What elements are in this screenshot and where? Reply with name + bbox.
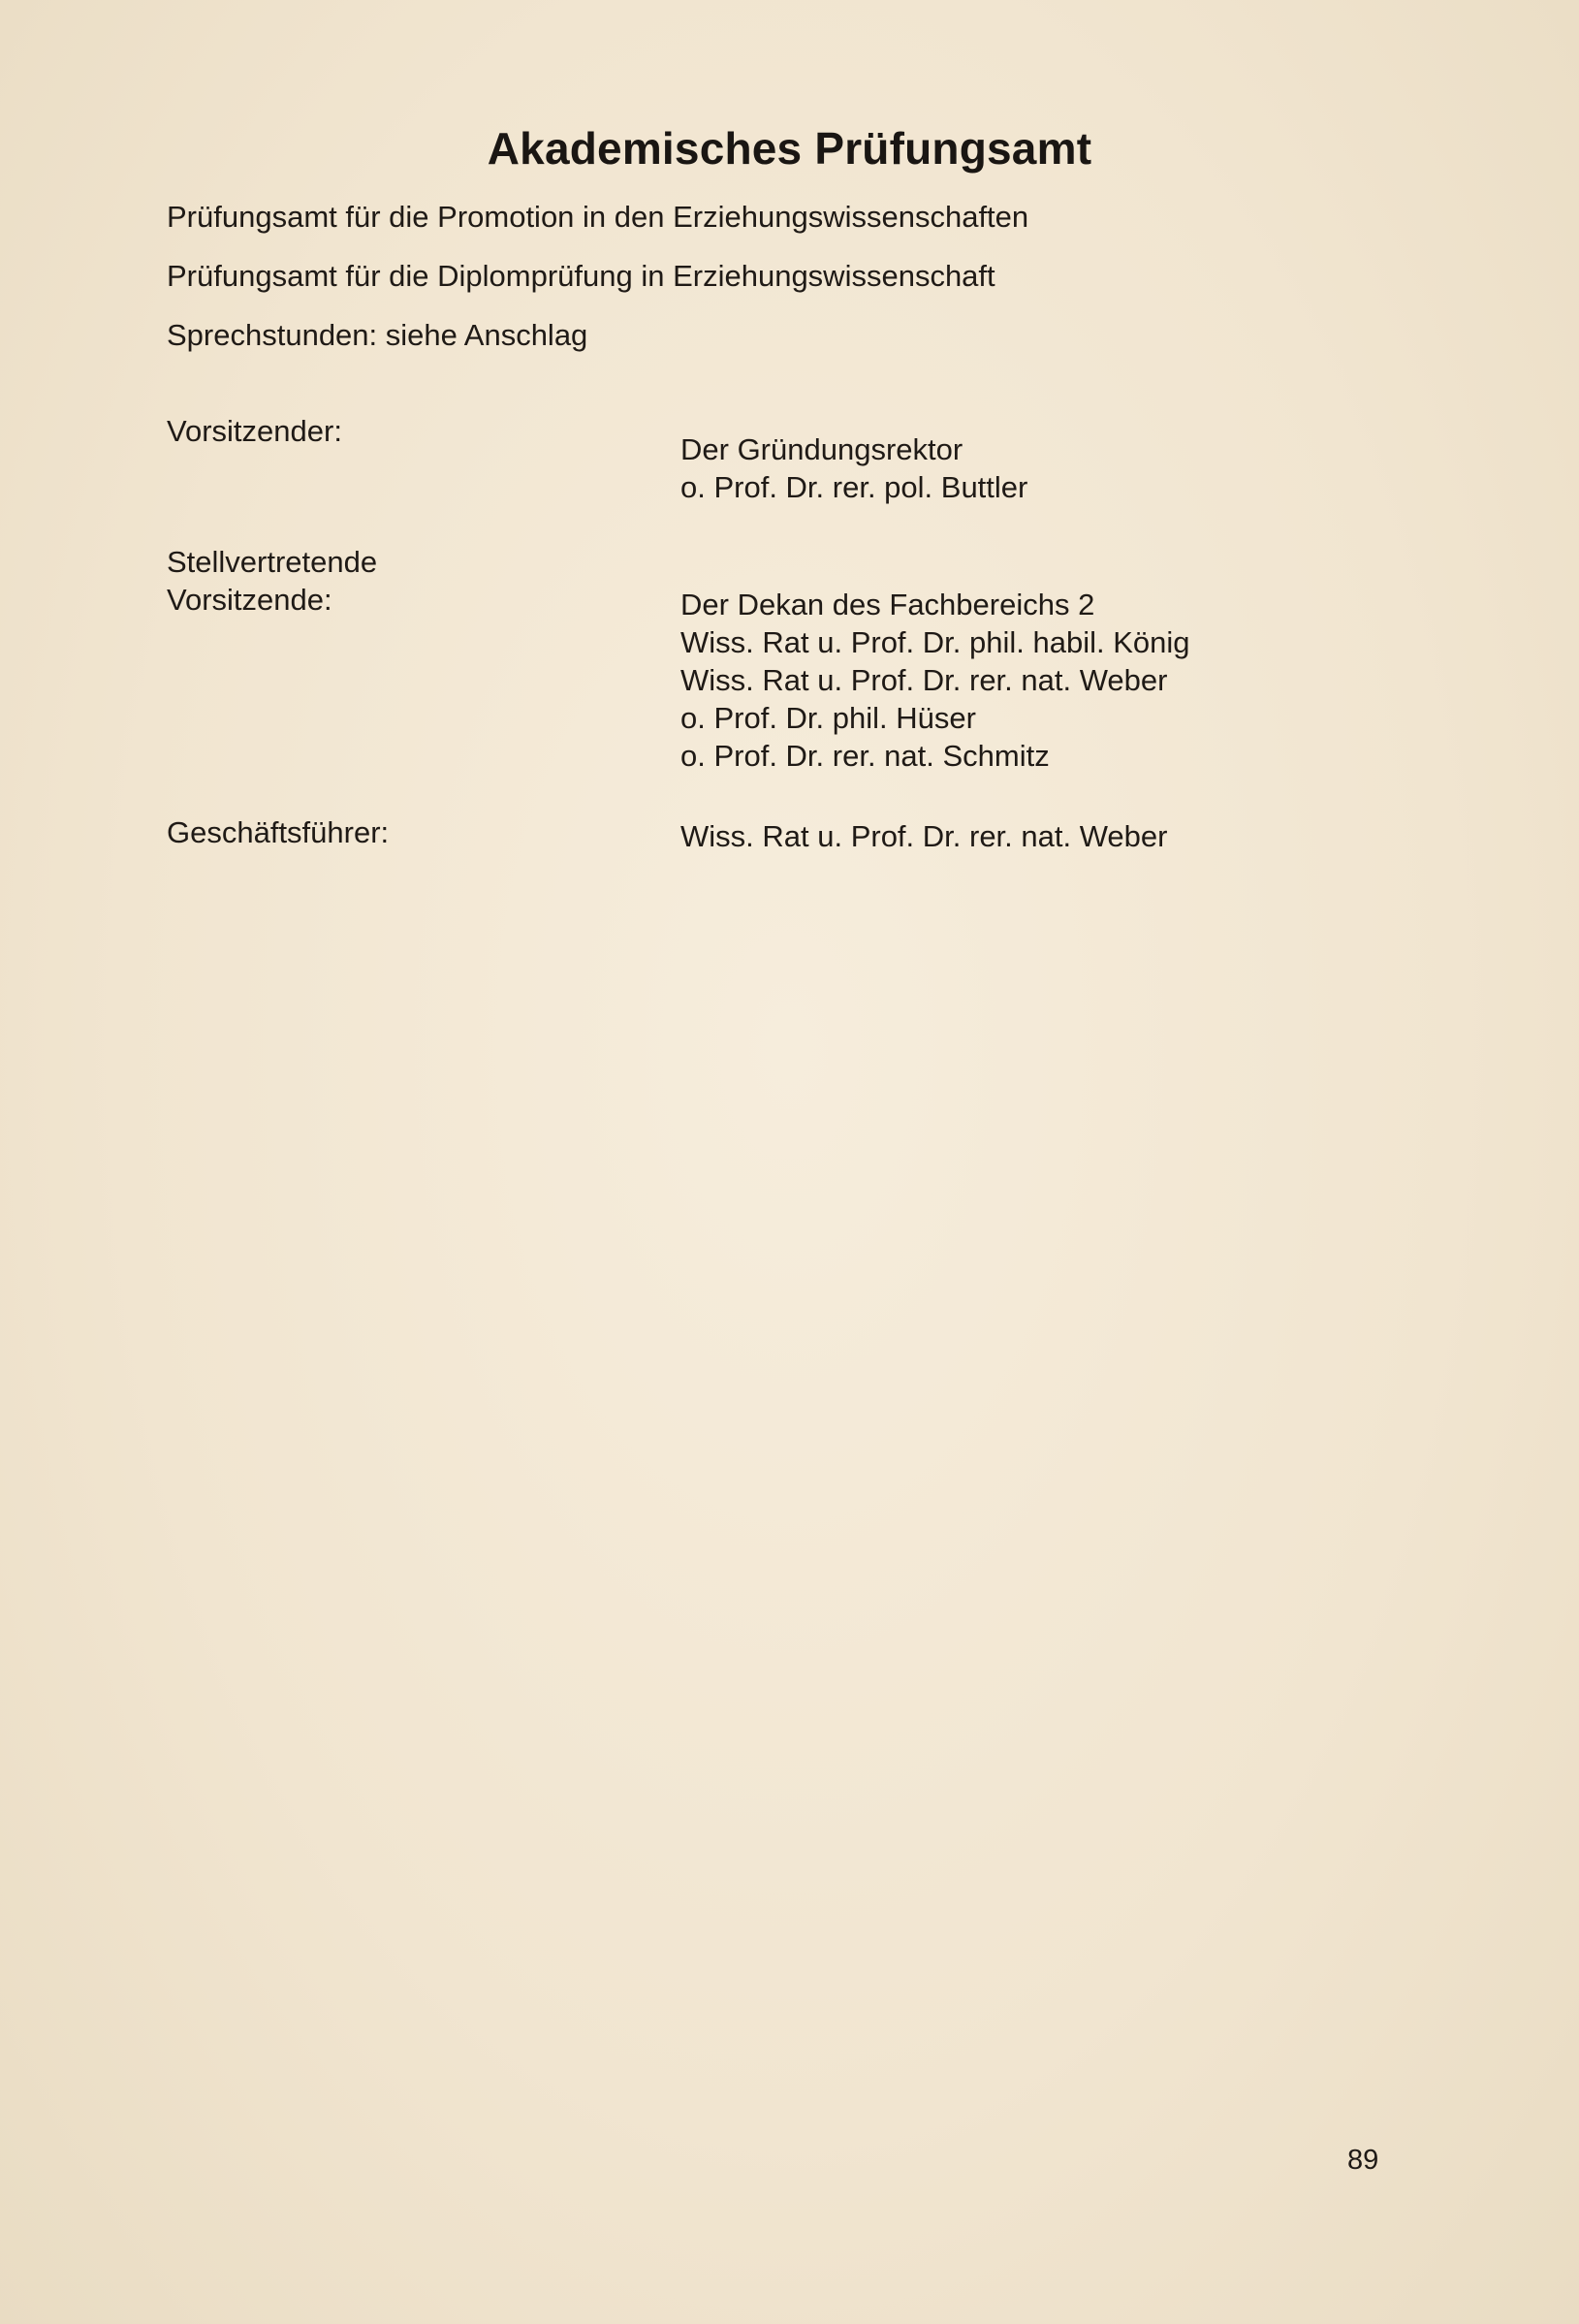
intro-line-sprechstunden: Sprechstunden: siehe Anschlag xyxy=(167,318,588,352)
intro-line-promotion: Prüfungsamt für die Promotion in den Erziehungswissenschaften xyxy=(167,200,1029,234)
value-stellvertretende-vorsitzende xyxy=(680,586,1190,775)
label-vorsitzender xyxy=(167,412,342,450)
value-line: Wiss. Rat u. Prof. Dr. rer. nat. Weber xyxy=(680,819,1168,853)
intro-line-diplom: Prüfungsamt für die Diplomprüfung in Erziehungswissenschaft xyxy=(167,259,995,293)
value-line: o. Prof. Dr. rer. nat. Schmitz xyxy=(680,739,1050,773)
label-stellvertretende-vorsitzende xyxy=(167,543,377,619)
value-line: o. Prof. Dr. rer. pol. Buttler xyxy=(680,470,1028,504)
value-line: o. Prof. Dr. phil. Hüser xyxy=(680,701,976,735)
value-line: Der Dekan des Fachbereichs 2 xyxy=(680,588,1095,621)
label-geschaeftsfuehrer xyxy=(167,813,389,851)
value-line: Wiss. Rat u. Prof. Dr. phil. habil. König xyxy=(680,625,1190,659)
label-line: Vorsitzende: xyxy=(167,583,332,617)
page-title: Akademisches Prüfungsamt xyxy=(487,123,1092,174)
value-line: Der Gründungsrektor xyxy=(680,432,963,466)
value-geschaeftsfuehrer xyxy=(680,817,1167,855)
page-number: 89 xyxy=(1347,2145,1379,2176)
label-line: Geschäftsführer: xyxy=(167,815,390,849)
label-line: Stellvertretende xyxy=(167,545,378,579)
label-line: Vorsitzender: xyxy=(167,414,342,448)
value-vorsitzender xyxy=(680,430,1027,506)
value-line: Wiss. Rat u. Prof. Dr. rer. nat. Weber xyxy=(680,663,1168,697)
